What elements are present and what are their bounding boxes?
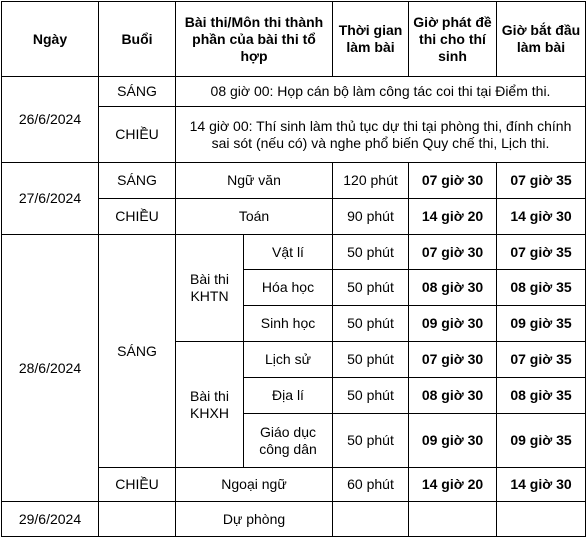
- table-row: [2, 235, 586, 270]
- session-cell: SÁNG: [99, 77, 176, 107]
- distribute-time-cell: 08 giờ 30: [409, 270, 497, 306]
- duration-cell: 50 phút: [333, 342, 409, 378]
- group-cell-khxh: Bài thi KHXH: [176, 342, 244, 468]
- subject-cell: Toán: [176, 199, 333, 235]
- duration-cell: 50 phút: [333, 235, 409, 270]
- header-gio-bat-dau: Giờ bắt đầu làm bài: [497, 2, 586, 77]
- table-row: [2, 77, 586, 107]
- header-row: [2, 2, 586, 77]
- session-cell: CHIỀU: [99, 199, 176, 235]
- subject-cell: Sinh học: [244, 306, 333, 342]
- distribute-time-cell: 09 giờ 30: [409, 306, 497, 342]
- subject-cell: Lịch sử: [244, 342, 333, 378]
- note-cell: 14 giờ 00: Thí sinh làm thủ tục dự thi tại phòng thi, đính chính sai sót (nếu có) và nghe phổ biến Quy chế thi, Lịch thi.: [176, 107, 586, 163]
- session-cell: CHIỀU: [99, 107, 176, 163]
- duration-cell: 50 phút: [333, 414, 409, 468]
- header-buoi: Buổi: [99, 2, 176, 77]
- table-row: [2, 163, 586, 199]
- note-cell: 08 giờ 00: Họp cán bộ làm công tác coi thi tại Điểm thi.: [176, 77, 586, 107]
- session-cell: SÁNG: [99, 163, 176, 199]
- duration-cell: 50 phút: [333, 270, 409, 306]
- distribute-time-cell: 14 giờ 20: [409, 199, 497, 235]
- session-cell: [99, 502, 176, 537]
- start-time-cell: 14 giờ 30: [497, 199, 586, 235]
- header-gio-phat-de: Giờ phát đề thi cho thí sinh: [409, 2, 497, 77]
- duration-cell: 50 phút: [333, 306, 409, 342]
- distribute-time-cell: 07 giờ 30: [409, 235, 497, 270]
- duration-cell: 120 phút: [333, 163, 409, 199]
- subject-cell: Giáo dục công dân: [244, 414, 333, 468]
- start-time-cell: 07 giờ 35: [497, 342, 586, 378]
- start-time-cell: 09 giờ 35: [497, 414, 586, 468]
- date-cell: 28/6/2024: [2, 235, 99, 502]
- group-cell-khtn: Bài thi KHTN: [176, 235, 244, 342]
- start-time-cell: 08 giờ 35: [497, 270, 586, 306]
- duration-cell: 50 phút: [333, 378, 409, 414]
- subject-cell: Dự phòng: [176, 502, 333, 537]
- duration-cell: 90 phút: [333, 199, 409, 235]
- start-time-cell: [497, 502, 586, 537]
- distribute-time-cell: 14 giờ 20: [409, 468, 497, 502]
- header-bai-thi: Bài thi/Môn thi thành phần của bài thi tổ hợp: [176, 2, 333, 77]
- table-row: [2, 502, 586, 537]
- subject-cell: Ngữ văn: [176, 163, 333, 199]
- distribute-time-cell: 09 giờ 30: [409, 414, 497, 468]
- start-time-cell: 07 giờ 35: [497, 235, 586, 270]
- header-ngay: Ngày: [2, 2, 99, 77]
- subject-cell: Vật lí: [244, 235, 333, 270]
- start-time-cell: 08 giờ 35: [497, 378, 586, 414]
- subject-cell: Hóa học: [244, 270, 333, 306]
- start-time-cell: 14 giờ 30: [497, 468, 586, 502]
- session-cell: SÁNG: [99, 235, 176, 468]
- date-cell: 29/6/2024: [2, 502, 99, 537]
- date-cell: 27/6/2024: [2, 163, 99, 235]
- exam-schedule-table: [1, 1, 586, 537]
- distribute-time-cell: 07 giờ 30: [409, 163, 497, 199]
- subject-cell: Địa lí: [244, 378, 333, 414]
- start-time-cell: 09 giờ 35: [497, 306, 586, 342]
- subject-cell: Ngoại ngữ: [176, 468, 333, 502]
- session-cell: CHIỀU: [99, 468, 176, 502]
- distribute-time-cell: 08 giờ 30: [409, 378, 497, 414]
- duration-cell: [333, 502, 409, 537]
- start-time-cell: 07 giờ 35: [497, 163, 586, 199]
- header-thoi-gian: Thời gian làm bài: [333, 2, 409, 77]
- duration-cell: 60 phút: [333, 468, 409, 502]
- distribute-time-cell: 07 giờ 30: [409, 342, 497, 378]
- date-cell: 26/6/2024: [2, 77, 99, 163]
- distribute-time-cell: [409, 502, 497, 537]
